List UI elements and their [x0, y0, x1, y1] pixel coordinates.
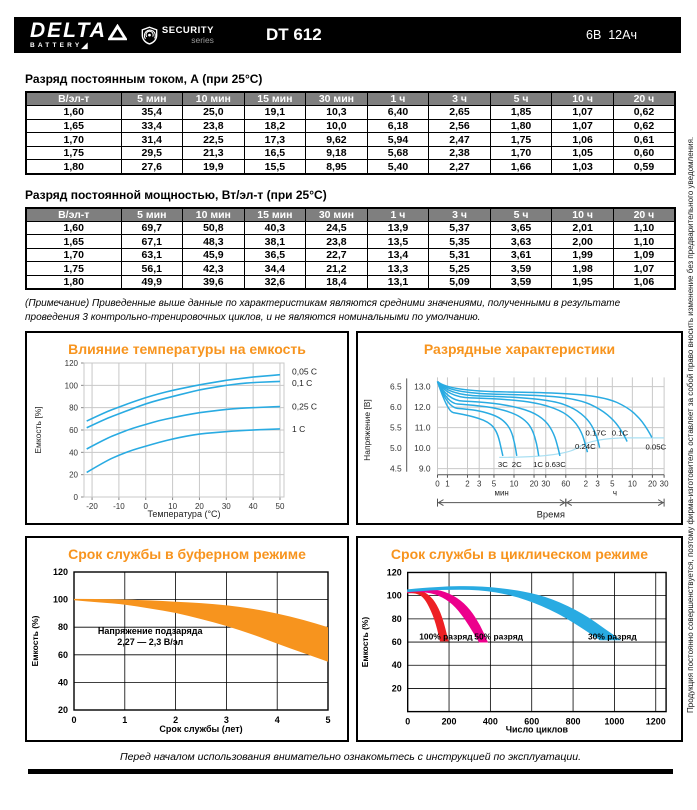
value-cell: 1,99: [552, 248, 614, 262]
note-text: (Примечание) Приведенные выше данные по характеристикам являются средними значениями, полученными в результате проведения 3 контрольно-тренировочных циклов, и не являются номинальными по умолчанию.: [25, 298, 621, 323]
value-cell: 18,2: [244, 119, 306, 133]
value-cell: 5,37: [429, 221, 491, 235]
band-label: 50% разряд: [474, 631, 524, 642]
column-header: 5 мин: [121, 92, 183, 106]
value-cell: 15,5: [244, 160, 306, 174]
chart-buffer-svg: [28, 562, 346, 736]
tick-label: 5: [491, 479, 497, 489]
tick-label: 6.0: [389, 402, 402, 413]
tick-label: 0: [143, 502, 148, 512]
tick-label: 600: [524, 716, 540, 727]
tick-label: 20: [391, 683, 402, 694]
y-axis-label: Напряжение [В]: [361, 399, 372, 461]
value-cell: 5,94: [367, 133, 429, 147]
tick-label: 120: [64, 359, 78, 369]
band-label: 100% разряд: [419, 631, 473, 642]
path-shape: [110, 26, 126, 39]
chart-box-buffer: [25, 536, 349, 742]
tick-label: 40: [391, 660, 402, 671]
tick-label: 30: [659, 479, 669, 489]
tick-label: 3: [476, 479, 482, 489]
chart-title-cyclic: Срок службы в циклическом режиме: [390, 546, 649, 563]
tick-label: 5.0: [389, 443, 402, 454]
curve-label: 2C: [511, 460, 522, 470]
value-cell: 2,47: [429, 133, 491, 147]
tick-label: 11.0: [414, 422, 431, 433]
table-row: [26, 106, 675, 120]
tick-label: 80: [57, 622, 68, 633]
value-cell: 69,7: [121, 221, 183, 235]
value-cell: 1,10: [613, 221, 675, 235]
tick-label: 10: [509, 479, 519, 489]
chart-box-temperature: [25, 331, 349, 525]
tick-label: 0: [435, 479, 440, 489]
value-cell: 5,09: [429, 276, 491, 290]
chart-discharge-svg: [358, 357, 681, 521]
chart-temperature-svg: [28, 357, 346, 521]
tick-label: 40: [57, 677, 68, 688]
tick-label: 40: [248, 502, 258, 512]
bracket-label: мин: [494, 488, 509, 498]
value-cell: 17,3: [244, 133, 306, 147]
logo-battery-text: [30, 42, 127, 50]
value-cell: 56,1: [121, 262, 183, 276]
curve-label: 0.17C: [585, 428, 607, 438]
x-axis-label: Время: [536, 509, 566, 521]
column-header: 5 ч: [490, 92, 552, 106]
value-cell: 49,9: [121, 276, 183, 290]
value-cell: 5,25: [429, 262, 491, 276]
tick-label: 60: [57, 649, 68, 660]
constant-power-table: [25, 207, 676, 291]
tick-label: 100: [386, 590, 402, 601]
table-row: [26, 221, 675, 235]
tick-label: -10: [113, 502, 125, 512]
value-cell: 1,66: [490, 160, 552, 174]
voltage-cell: 1,75: [26, 146, 121, 160]
chart-cyclic-svg: [358, 562, 681, 736]
chart-temperature: [27, 357, 347, 521]
value-cell: 10,0: [306, 119, 368, 133]
bracket-label: ч: [612, 488, 618, 498]
value-cell: 3,65: [490, 221, 552, 235]
chart-box-cyclic: [356, 536, 683, 742]
tick-label: 100: [52, 594, 68, 605]
value-cell: 13,4: [367, 248, 429, 262]
value-cell: 2,65: [429, 106, 491, 120]
column-header: 30 мин: [306, 208, 368, 222]
value-cell: 5,68: [367, 146, 429, 160]
curve-label: 0.05C: [645, 442, 667, 452]
value-cell: 67,1: [121, 235, 183, 249]
value-cell: 1,07: [613, 262, 675, 276]
tick-label: 10: [627, 479, 637, 489]
column-header: 10 ч: [552, 92, 614, 106]
column-header: 10 мин: [183, 92, 245, 106]
tick-label: 2: [465, 479, 470, 489]
column-header: 10 мин: [183, 208, 245, 222]
column-header: 20 ч: [613, 208, 675, 222]
value-cell: 23,8: [306, 235, 368, 249]
value-cell: 21,3: [183, 146, 245, 160]
constant-current-table-title: Разряд постоянным током, А (при 25°С): [25, 72, 263, 86]
logo-delta-wordmark: [30, 20, 127, 41]
value-cell: 34,4: [244, 262, 306, 276]
value-cell: 1,85: [490, 106, 552, 120]
value-cell: 22,5: [183, 133, 245, 147]
security-series-badge: [141, 25, 214, 45]
value-cell: 1,07: [552, 119, 614, 133]
slant-triangle-icon: ◢: [81, 41, 88, 50]
value-cell: 13,3: [367, 262, 429, 276]
y-axis-label: Емкость (%): [30, 615, 40, 667]
y-axis-label: Емкость [%]: [33, 406, 43, 454]
tick-label: 120: [52, 567, 68, 578]
value-cell: 32,6: [244, 276, 306, 290]
voltage-cell: 1,80: [26, 160, 121, 174]
value-cell: 39,6: [183, 276, 245, 290]
tick-label: 30: [541, 479, 551, 489]
voltage-cell: 1,60: [26, 106, 121, 120]
battery-label: BATTERY: [30, 41, 83, 49]
circle-shape: [148, 33, 151, 36]
table-row: [26, 146, 675, 160]
curve-label: 1C: [533, 460, 544, 470]
value-cell: 31,4: [121, 133, 183, 147]
content-area: [25, 72, 676, 774]
value-cell: 18,4: [306, 276, 368, 290]
value-cell: 29,5: [121, 146, 183, 160]
table-row: [26, 248, 675, 262]
tick-label: 0: [405, 716, 411, 727]
constant-power-table-title: Разряд постоянной мощностью, Вт/эл-т (при 25°С): [25, 187, 327, 202]
charts-grid: [25, 331, 676, 742]
value-cell: 13,5: [367, 235, 429, 249]
x-axis-label: Срок службы (лет): [159, 724, 243, 735]
tick-label: 2: [173, 715, 179, 726]
tick-label: 30: [221, 502, 231, 512]
value-cell: 1,95: [552, 276, 614, 290]
value-cell: 3,59: [490, 276, 552, 290]
tick-label: 60: [69, 426, 78, 436]
side-disclaimer: Продукция постоянно совершенствуется, поэтому фирма-изготовитель оставляет за собой право вносить изменение без предварительного уведомления.: [686, 136, 695, 714]
value-cell: 13,1: [367, 276, 429, 290]
table-row: [26, 119, 675, 133]
delta-logo: [30, 20, 127, 50]
chart-buffer: [27, 562, 347, 736]
tick-label: 200: [441, 716, 457, 727]
value-cell: 5,40: [367, 160, 429, 174]
value-cell: 1,98: [552, 262, 614, 276]
band-label: 30% разряд: [587, 631, 637, 642]
tick-label: 1000: [604, 716, 625, 727]
tick-label: 10: [168, 502, 178, 512]
value-cell: 1,75: [490, 133, 552, 147]
tick-label: 9.0: [418, 463, 431, 474]
model-number: DT 612: [265, 25, 322, 44]
column-header: В/эл-т: [26, 92, 121, 106]
column-header: В/эл-т: [26, 208, 121, 222]
tick-label: 400: [482, 716, 498, 727]
tick-label: -20: [86, 502, 98, 512]
column-header: 20 ч: [613, 92, 675, 106]
value-cell: 63,1: [121, 248, 183, 262]
tick-label: 0: [73, 493, 78, 503]
value-cell: 45,9: [183, 248, 245, 262]
value-cell: 25,0: [183, 106, 245, 120]
value-cell: 38,1: [244, 235, 306, 249]
tick-label: 12.0: [414, 402, 431, 413]
value-cell: 23,8: [183, 119, 245, 133]
value-cell: 16,5: [244, 146, 306, 160]
value-cell: 1,06: [613, 276, 675, 290]
bottom-bar: [28, 769, 673, 774]
value-cell: 0,59: [613, 160, 675, 174]
tick-label: 5: [610, 479, 615, 489]
table-row: [26, 276, 675, 290]
series-label: series: [191, 35, 214, 45]
triangle-a-icon: [108, 24, 127, 41]
curve-label: 0.1C: [611, 428, 629, 438]
value-cell: 8,95: [306, 160, 368, 174]
value-cell: 2,56: [429, 119, 491, 133]
value-cell: 1,09: [613, 248, 675, 262]
value-cell: 3,61: [490, 248, 552, 262]
header-bar: [14, 17, 681, 53]
tick-label: 80: [69, 403, 78, 413]
voltage-cell: 1,65: [26, 235, 121, 249]
value-cell: 0,62: [613, 106, 675, 120]
value-cell: 21,2: [306, 262, 368, 276]
header-row: [26, 92, 675, 106]
tick-label: 60: [561, 479, 571, 489]
value-cell: 2,27: [429, 160, 491, 174]
tick-label: 20: [647, 479, 657, 489]
value-cell: 0,62: [613, 119, 675, 133]
column-header: 5 мин: [121, 208, 183, 222]
table-row: [26, 262, 675, 276]
annotation: Напряжение подзаряда: [97, 626, 203, 637]
tick-label: 13.0: [414, 381, 431, 392]
column-header: 5 ч: [490, 208, 552, 222]
constant-current-table: [25, 91, 676, 175]
voltage-cell: 1,75: [26, 262, 121, 276]
tick-label: 10.0: [414, 443, 431, 454]
value-cell: 1,10: [613, 235, 675, 249]
table-row: [26, 133, 675, 147]
value-cell: 24,5: [306, 221, 368, 235]
curve-label: 0,05 C: [292, 366, 318, 377]
tick-label: 60: [391, 637, 402, 648]
tick-label: 6.5: [389, 381, 402, 392]
curve-label: 3C: [497, 460, 508, 470]
voltage-cell: 1,70: [26, 133, 121, 147]
shield-icon: [141, 26, 158, 45]
curve-0,05 C: [87, 375, 280, 421]
tick-label: 100: [64, 381, 78, 391]
value-cell: 6,40: [367, 106, 429, 120]
value-cell: 1,07: [552, 106, 614, 120]
curve-label: 0,25 C: [292, 401, 318, 412]
voltage-cell: 1,65: [26, 119, 121, 133]
tick-label: 50: [275, 502, 285, 512]
logo-brand-text: DELTA: [30, 19, 107, 42]
tick-label: 80: [391, 613, 402, 624]
value-cell: 19,9: [183, 160, 245, 174]
value-cell: 22,7: [306, 248, 368, 262]
value-cell: 5,35: [429, 235, 491, 249]
value-cell: 42,3: [183, 262, 245, 276]
column-header: 1 ч: [367, 208, 429, 222]
table-row: [26, 160, 675, 174]
chart-title-discharge: Разрядные характеристики: [423, 341, 616, 358]
chart-discharge: [358, 357, 681, 521]
value-cell: 9,18: [306, 146, 368, 160]
header-row: [26, 208, 675, 222]
value-cell: 2,01: [552, 221, 614, 235]
value-cell: 1,80: [490, 119, 552, 133]
value-cell: 6,18: [367, 119, 429, 133]
value-cell: 5,31: [429, 248, 491, 262]
tick-label: 20: [69, 470, 78, 480]
tick-label: 20: [194, 502, 204, 512]
security-label: SECURITY: [161, 25, 214, 36]
badge-text: [162, 25, 214, 45]
table-row: [26, 235, 675, 249]
chart-title-buffer: Срок службы в буферном режиме: [68, 546, 306, 563]
tick-label: 2: [583, 479, 589, 489]
value-cell: 0,60: [613, 146, 675, 160]
tick-label: 20: [57, 705, 68, 716]
value-cell: 33,4: [121, 119, 183, 133]
voltage-cell: 1,80: [26, 276, 121, 290]
value-cell: 9,62: [306, 133, 368, 147]
column-header: 15 мин: [244, 208, 306, 222]
value-cell: 1,06: [552, 133, 614, 147]
tick-label: 5.5: [389, 422, 402, 433]
column-header: 3 ч: [429, 208, 491, 222]
tick-label: 0: [71, 715, 77, 726]
value-cell: 50,8: [183, 221, 245, 235]
value-cell: 19,1: [244, 106, 306, 120]
value-cell: 27,6: [121, 160, 183, 174]
column-header: 3 ч: [429, 92, 491, 106]
tick-label: 4: [274, 715, 280, 726]
tick-label: 3: [223, 715, 229, 726]
value-cell: 35,4: [121, 106, 183, 120]
value-cell: 10,3: [306, 106, 368, 120]
chart-box-discharge: [356, 331, 683, 525]
value-cell: 1,05: [552, 146, 614, 160]
x-axis-label: Число циклов: [505, 724, 569, 735]
curve-0,25 C: [87, 407, 280, 449]
value-cell: 2,38: [429, 146, 491, 160]
curve-label: 0.24C: [574, 442, 596, 452]
tick-label: 3: [595, 479, 600, 489]
curve-label: 0,1 C: [292, 378, 313, 389]
value-cell: 0,61: [613, 133, 675, 147]
tick-label: 1200: [645, 716, 666, 727]
value-cell: 3,63: [490, 235, 552, 249]
column-header: 30 мин: [306, 92, 368, 106]
value-cell: 48,3: [183, 235, 245, 249]
tick-label: 800: [565, 716, 581, 727]
curve-label: 1 C: [292, 424, 306, 435]
annotation: 2,27 — 2,3 В/эл: [117, 637, 184, 648]
tick-label: 20: [529, 479, 539, 489]
value-cell: 1,03: [552, 160, 614, 174]
footer-instruction: Перед началом использования внимательно ознакомьтесь с инструкцией по эксплуатации.: [119, 751, 581, 764]
voltage-cell: 1,70: [26, 248, 121, 262]
value-cell: 40,3: [244, 221, 306, 235]
value-cell: 2,00: [552, 235, 614, 249]
chart-title-temperature: Влияние температуры на емкость: [68, 341, 306, 358]
column-header: 10 ч: [552, 208, 614, 222]
column-header: 1 ч: [367, 92, 429, 106]
column-header: 15 мин: [244, 92, 306, 106]
value-cell: 13,9: [367, 221, 429, 235]
x-axis-label: Температура (°С): [147, 509, 221, 520]
voltage-cell: 1,60: [26, 221, 121, 235]
tick-label: 5: [325, 715, 331, 726]
value-cell: 1,70: [490, 146, 552, 160]
tick-label: 1: [122, 715, 128, 726]
value-cell: 36,5: [244, 248, 306, 262]
tick-label: 4.5: [389, 463, 402, 474]
y-axis-label: Емкость (%): [359, 616, 370, 668]
curve-label: 0.63C: [545, 460, 566, 470]
tick-label: 1: [445, 479, 450, 489]
chart-cyclic: [358, 562, 681, 736]
tick-label: 120: [386, 567, 402, 578]
tick-label: 40: [69, 448, 78, 458]
battery-specs: 6В 12Ач: [586, 28, 637, 42]
value-cell: 3,59: [490, 262, 552, 276]
